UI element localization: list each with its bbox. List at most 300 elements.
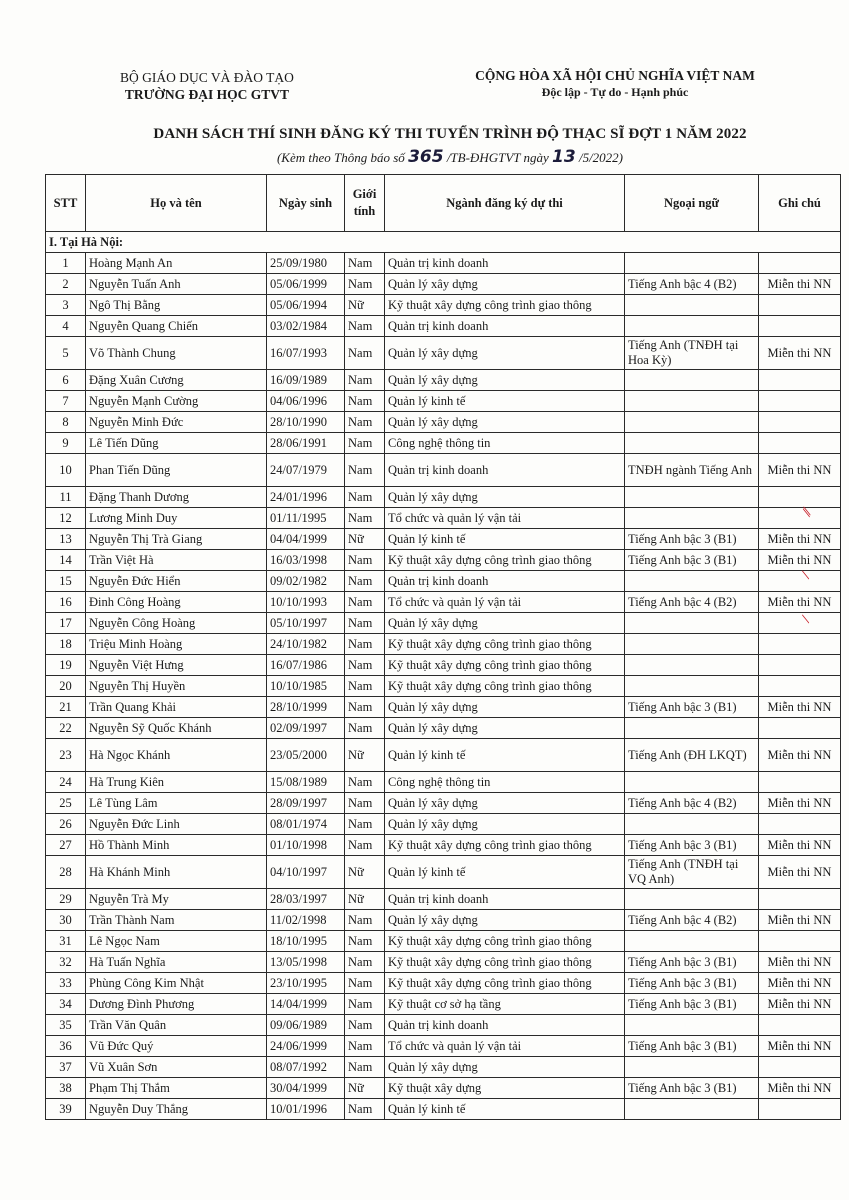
issuer-block	[82, 69, 332, 103]
cell-name: Lê Tiến Dũng	[86, 433, 267, 454]
country-name: CỘNG HÒA XÃ HỘI CHỦ NGHĨA VIỆT NAM	[475, 68, 755, 83]
cell-stt: 21	[46, 697, 86, 718]
cell-name: Hà Tuấn Nghĩa	[86, 952, 267, 973]
cell-gender: Nam	[345, 973, 385, 994]
cell-language: TNĐH ngành Tiếng Anh	[625, 454, 759, 487]
cell-language: Tiếng Anh bậc 3 (B1)	[625, 835, 759, 856]
cell-gender: Nam	[345, 433, 385, 454]
cell-dob: 04/04/1999	[267, 529, 345, 550]
cell-language	[625, 814, 759, 835]
cell-gender: Nam	[345, 391, 385, 412]
cell-language: Tiếng Anh bậc 4 (B2)	[625, 910, 759, 931]
cell-name: Nguyễn Đức Linh	[86, 814, 267, 835]
cell-stt: 13	[46, 529, 86, 550]
cell-name: Nguyễn Công Hoàng	[86, 613, 267, 634]
cell-note	[759, 1057, 841, 1078]
cell-stt: 12	[46, 508, 86, 529]
cell-language: Tiếng Anh bậc 4 (B2)	[625, 274, 759, 295]
cell-language	[625, 370, 759, 391]
cell-gender: Nam	[345, 814, 385, 835]
table-row	[46, 994, 841, 1015]
cell-name: Vũ Xuân Sơn	[86, 1057, 267, 1078]
cell-note	[759, 370, 841, 391]
cell-note	[759, 655, 841, 676]
table-row	[46, 634, 841, 655]
cell-major: Kỹ thuật xây dựng công trình giao thông	[385, 634, 625, 655]
table-row	[46, 739, 841, 772]
cell-name: Trần Quang Khải	[86, 697, 267, 718]
cell-language	[625, 391, 759, 412]
cell-stt: 1	[46, 253, 86, 274]
cell-gender: Nam	[345, 1057, 385, 1078]
cell-stt: 29	[46, 889, 86, 910]
cell-major: Quản lý xây dựng	[385, 337, 625, 370]
table-row	[46, 613, 841, 634]
cell-note	[759, 1099, 841, 1120]
cell-major: Quản trị kinh doanh	[385, 889, 625, 910]
table-row	[46, 1036, 841, 1057]
notice-number: 365	[408, 147, 444, 167]
cell-name: Nguyễn Minh Đức	[86, 412, 267, 433]
cell-language	[625, 718, 759, 739]
cell-major: Quản lý xây dựng	[385, 370, 625, 391]
cell-language: Tiếng Anh bậc 3 (B1)	[625, 1036, 759, 1057]
cell-language	[625, 889, 759, 910]
cell-note	[759, 931, 841, 952]
cell-language: Tiếng Anh bậc 3 (B1)	[625, 1078, 759, 1099]
cell-name: Nguyễn Quang Chiến	[86, 316, 267, 337]
cell-name: Phạm Thị Thắm	[86, 1078, 267, 1099]
cell-gender: Nữ	[345, 1078, 385, 1099]
cell-major: Tổ chức và quản lý vận tải	[385, 508, 625, 529]
cell-gender: Nam	[345, 412, 385, 433]
cell-gender: Nam	[345, 592, 385, 613]
cell-gender: Nam	[345, 772, 385, 793]
cell-gender: Nam	[345, 454, 385, 487]
cell-major: Quản lý xây dựng	[385, 274, 625, 295]
cell-name: Hà Khánh Minh	[86, 856, 267, 889]
cell-name: Lương Minh Duy	[86, 508, 267, 529]
cell-language	[625, 412, 759, 433]
table-row	[46, 952, 841, 973]
cell-stt: 26	[46, 814, 86, 835]
cell-stt: 32	[46, 952, 86, 973]
cell-dob: 24/10/1982	[267, 634, 345, 655]
cell-note	[759, 814, 841, 835]
cell-language	[625, 772, 759, 793]
cell-stt: 18	[46, 634, 86, 655]
cell-gender: Nam	[345, 613, 385, 634]
cell-language: Tiếng Anh bậc 3 (B1)	[625, 697, 759, 718]
cell-dob: 30/04/1999	[267, 1078, 345, 1099]
cell-name: Hồ Thành Minh	[86, 835, 267, 856]
cell-stt: 8	[46, 412, 86, 433]
cell-gender: Nam	[345, 1015, 385, 1036]
cell-major: Kỹ thuật xây dựng công trình giao thông	[385, 835, 625, 856]
cell-gender: Nam	[345, 337, 385, 370]
cell-note: Miễn thi NN	[759, 973, 841, 994]
cell-gender: Nam	[345, 655, 385, 676]
cell-stt: 35	[46, 1015, 86, 1036]
cell-stt: 30	[46, 910, 86, 931]
cell-major: Kỹ thuật cơ sở hạ tầng	[385, 994, 625, 1015]
cell-stt: 3	[46, 295, 86, 316]
table-row	[46, 487, 841, 508]
table-row	[46, 529, 841, 550]
cell-name: Lê Ngọc Nam	[86, 931, 267, 952]
cell-gender: Nam	[345, 634, 385, 655]
cell-note	[759, 412, 841, 433]
cell-language	[625, 433, 759, 454]
cell-note: Miễn thi NN	[759, 739, 841, 772]
subtitle-prefix: (Kèm theo Thông báo số	[276, 150, 405, 165]
table-row	[46, 550, 841, 571]
cell-name: Nguyễn Trà My	[86, 889, 267, 910]
cell-stt: 25	[46, 793, 86, 814]
cell-stt: 9	[46, 433, 86, 454]
table-row	[46, 391, 841, 412]
cell-name: Nguyễn Sỹ Quốc Khánh	[86, 718, 267, 739]
cell-language	[625, 571, 759, 592]
cell-dob: 23/10/1995	[267, 973, 345, 994]
cell-stt: 15	[46, 571, 86, 592]
cell-note	[759, 391, 841, 412]
cell-stt: 22	[46, 718, 86, 739]
cell-dob: 28/10/1999	[267, 697, 345, 718]
cell-note: Miễn thi NN	[759, 994, 841, 1015]
cell-major: Quản lý xây dựng	[385, 412, 625, 433]
cell-name: Võ Thành Chung	[86, 337, 267, 370]
document-title: DANH SÁCH THÍ SINH ĐĂNG KÝ THI TUYỂN TRÌNH ĐỘ THẠC SĨ ĐỢT 1 NĂM 2022	[153, 126, 747, 142]
cell-dob: 04/10/1997	[267, 856, 345, 889]
cell-name: Nguyễn Thị Trà Giang	[86, 529, 267, 550]
cell-major: Công nghệ thông tin	[385, 772, 625, 793]
cell-stt: 37	[46, 1057, 86, 1078]
cell-major: Kỹ thuật xây dựng công trình giao thông	[385, 655, 625, 676]
cell-note	[759, 433, 841, 454]
table-row	[46, 592, 841, 613]
table-row	[46, 316, 841, 337]
cell-dob: 02/09/1997	[267, 718, 345, 739]
cell-note	[759, 1015, 841, 1036]
cell-dob: 28/09/1997	[267, 793, 345, 814]
col-header-stt: STT	[46, 175, 86, 232]
cell-name: Phùng Công Kim Nhật	[86, 973, 267, 994]
cell-stt: 5	[46, 337, 86, 370]
table-row	[46, 931, 841, 952]
table-row	[46, 676, 841, 697]
cell-name: Nguyễn Việt Hưng	[86, 655, 267, 676]
table-row	[46, 856, 841, 889]
cell-major: Công nghệ thông tin	[385, 433, 625, 454]
cell-language	[625, 1015, 759, 1036]
cell-gender: Nam	[345, 571, 385, 592]
cell-major: Kỹ thuật xây dựng công trình giao thông	[385, 973, 625, 994]
cell-language: Tiếng Anh (TNĐH tại VQ Anh)	[625, 856, 759, 889]
table-row	[46, 1015, 841, 1036]
cell-stt: 36	[46, 1036, 86, 1057]
table-row	[46, 910, 841, 931]
cell-major: Quản lý xây dựng	[385, 613, 625, 634]
candidate-table	[45, 174, 841, 1120]
table-row	[46, 814, 841, 835]
cell-name: Đặng Xuân Cương	[86, 370, 267, 391]
cell-language: Tiếng Anh bậc 3 (B1)	[625, 973, 759, 994]
cell-dob: 10/10/1993	[267, 592, 345, 613]
cell-dob: 24/07/1979	[267, 454, 345, 487]
cell-major: Tổ chức và quản lý vận tải	[385, 1036, 625, 1057]
table-row	[46, 370, 841, 391]
cell-major: Kỹ thuật xây dựng	[385, 1078, 625, 1099]
school-name: TRƯỜNG ĐẠI HỌC GTVT	[124, 87, 290, 102]
section-label: I. Tại Hà Nội:	[46, 232, 841, 253]
cell-name: Nguyễn Duy Thắng	[86, 1099, 267, 1120]
cell-language	[625, 1099, 759, 1120]
cell-major: Kỹ thuật xây dựng công trình giao thông	[385, 952, 625, 973]
table-row	[46, 508, 841, 529]
cell-stt: 39	[46, 1099, 86, 1120]
cell-stt: 17	[46, 613, 86, 634]
cell-stt: 11	[46, 487, 86, 508]
col-header-dob: Ngày sinh	[267, 175, 345, 232]
table-row	[46, 718, 841, 739]
cell-gender: Nam	[345, 697, 385, 718]
table-row	[46, 973, 841, 994]
cell-language	[625, 931, 759, 952]
cell-gender: Nam	[345, 1099, 385, 1120]
cell-note: Miễn thi NN	[759, 1036, 841, 1057]
cell-gender: Nam	[345, 550, 385, 571]
cell-language	[625, 676, 759, 697]
cell-note: Miễn thi NN	[759, 856, 841, 889]
cell-dob: 08/01/1974	[267, 814, 345, 835]
cell-stt: 23	[46, 739, 86, 772]
table-row	[46, 454, 841, 487]
cell-name: Hà Trung Kiên	[86, 772, 267, 793]
cell-language	[625, 613, 759, 634]
cell-stt: 38	[46, 1078, 86, 1099]
cell-name: Nguyễn Thị Huyền	[86, 676, 267, 697]
cell-language	[625, 508, 759, 529]
table-row	[46, 697, 841, 718]
cell-stt: 34	[46, 994, 86, 1015]
col-header-gender: Giới tính	[345, 175, 385, 232]
cell-dob: 28/03/1997	[267, 889, 345, 910]
cell-dob: 09/02/1982	[267, 571, 345, 592]
cell-language: Tiếng Anh bậc 3 (B1)	[625, 994, 759, 1015]
cell-dob: 28/10/1990	[267, 412, 345, 433]
cell-gender: Nam	[345, 1036, 385, 1057]
cell-name: Trần Thành Nam	[86, 910, 267, 931]
cell-language: Tiếng Anh (ĐH LKQT)	[625, 739, 759, 772]
cell-major: Kỹ thuật xây dựng công trình giao thông	[385, 295, 625, 316]
cell-note	[759, 316, 841, 337]
cell-dob: 08/07/1992	[267, 1057, 345, 1078]
cell-stt: 7	[46, 391, 86, 412]
notice-day: 13	[552, 147, 576, 167]
cell-dob: 14/04/1999	[267, 994, 345, 1015]
cell-gender: Nữ	[345, 529, 385, 550]
cell-dob: 16/07/1993	[267, 337, 345, 370]
cell-major: Quản lý xây dựng	[385, 697, 625, 718]
cell-name: Nguyễn Mạnh Cường	[86, 391, 267, 412]
cell-dob: 05/10/1997	[267, 613, 345, 634]
cell-language: Tiếng Anh (TNĐH tại Hoa Kỳ)	[625, 337, 759, 370]
cell-gender: Nam	[345, 316, 385, 337]
cell-major: Quản lý kinh tế	[385, 1099, 625, 1120]
cell-note: Miễn thi NN	[759, 274, 841, 295]
cell-note	[759, 676, 841, 697]
red-annotation-mark: ⁄	[799, 571, 813, 579]
cell-language: Tiếng Anh bậc 3 (B1)	[625, 529, 759, 550]
cell-language: Tiếng Anh bậc 4 (B2)	[625, 592, 759, 613]
cell-major: Quản trị kinh doanh	[385, 454, 625, 487]
cell-name: Lê Tùng Lâm	[86, 793, 267, 814]
cell-dob: 16/09/1989	[267, 370, 345, 391]
cell-note	[759, 487, 841, 508]
table-row	[46, 1099, 841, 1120]
table-row	[46, 835, 841, 856]
cell-note	[759, 295, 841, 316]
col-header-note: Ghi chú	[759, 175, 841, 232]
cell-major: Quản lý xây dựng	[385, 718, 625, 739]
table-row	[46, 571, 841, 592]
cell-major: Kỹ thuật xây dựng công trình giao thông	[385, 931, 625, 952]
cell-gender: Nữ	[345, 889, 385, 910]
cell-name: Hoàng Mạnh An	[86, 253, 267, 274]
cell-stt: 33	[46, 973, 86, 994]
cell-gender: Nam	[345, 952, 385, 973]
motto: Độc lập - Tự do - Hạnh phúc	[541, 85, 689, 99]
cell-note: Miễn thi NN	[759, 952, 841, 973]
cell-gender: Nam	[345, 508, 385, 529]
cell-dob: 16/07/1986	[267, 655, 345, 676]
cell-major: Quản lý xây dựng	[385, 910, 625, 931]
subtitle-middle: /TB-ĐHGTVT ngày	[446, 150, 549, 165]
cell-note: Miễn thi NN	[759, 835, 841, 856]
cell-note	[759, 634, 841, 655]
cell-dob: 05/06/1994	[267, 295, 345, 316]
cell-note	[759, 772, 841, 793]
col-header-major: Ngành đăng ký dự thi	[385, 175, 625, 232]
cell-stt: 31	[46, 931, 86, 952]
cell-stt: 14	[46, 550, 86, 571]
cell-dob: 11/02/1998	[267, 910, 345, 931]
table-row	[46, 793, 841, 814]
cell-dob: 10/01/1996	[267, 1099, 345, 1120]
national-header	[430, 67, 800, 101]
cell-dob: 25/09/1980	[267, 253, 345, 274]
cell-dob: 24/01/1996	[267, 487, 345, 508]
cell-dob: 04/06/1996	[267, 391, 345, 412]
col-header-name: Họ và tên	[86, 175, 267, 232]
cell-language: Tiếng Anh bậc 3 (B1)	[625, 952, 759, 973]
cell-language: Tiếng Anh bậc 3 (B1)	[625, 550, 759, 571]
cell-dob: 03/02/1984	[267, 316, 345, 337]
cell-dob: 05/06/1999	[267, 274, 345, 295]
cell-gender: Nữ	[345, 856, 385, 889]
table-row	[46, 433, 841, 454]
cell-dob: 18/10/1995	[267, 931, 345, 952]
cell-dob: 23/05/2000	[267, 739, 345, 772]
cell-gender: Nam	[345, 718, 385, 739]
cell-note: Miễn thi NN	[759, 454, 841, 487]
cell-note: Miễn thi NN	[759, 337, 841, 370]
cell-dob: 01/11/1995	[267, 508, 345, 529]
ministry-name: BỘ GIÁO DỤC VÀ ĐÀO TẠO	[120, 70, 294, 85]
cell-gender: Nam	[345, 370, 385, 391]
table-row	[46, 1057, 841, 1078]
cell-name: Vũ Đức Quý	[86, 1036, 267, 1057]
cell-name: Đinh Công Hoàng	[86, 592, 267, 613]
cell-gender: Nam	[345, 835, 385, 856]
cell-language	[625, 655, 759, 676]
cell-major: Tổ chức và quản lý vận tải	[385, 592, 625, 613]
cell-stt: 19	[46, 655, 86, 676]
cell-major: Quản lý kinh tế	[385, 391, 625, 412]
cell-language	[625, 316, 759, 337]
cell-major: Kỹ thuật xây dựng công trình giao thông	[385, 550, 625, 571]
cell-note: Miễn thi NN	[759, 910, 841, 931]
cell-gender: Nữ	[345, 739, 385, 772]
table-row	[46, 337, 841, 370]
cell-note	[759, 718, 841, 739]
cell-dob: 09/06/1989	[267, 1015, 345, 1036]
cell-gender: Nam	[345, 994, 385, 1015]
cell-dob: 15/08/1989	[267, 772, 345, 793]
document-subtitle	[200, 147, 700, 167]
cell-major: Quản trị kinh doanh	[385, 571, 625, 592]
cell-major: Quản lý kinh tế	[385, 856, 625, 889]
cell-gender: Nam	[345, 676, 385, 697]
cell-note: Miễn thi NN	[759, 793, 841, 814]
cell-major: Quản lý xây dựng	[385, 793, 625, 814]
cell-gender: Nam	[345, 910, 385, 931]
cell-stt: 4	[46, 316, 86, 337]
red-annotation-mark: ⁄	[799, 615, 813, 623]
cell-note: Miễn thi NN	[759, 592, 841, 613]
cell-major: Quản lý xây dựng	[385, 487, 625, 508]
table-row	[46, 655, 841, 676]
cell-note	[759, 253, 841, 274]
cell-major: Kỹ thuật xây dựng công trình giao thông	[385, 676, 625, 697]
cell-stt: 10	[46, 454, 86, 487]
cell-stt: 27	[46, 835, 86, 856]
table-row	[46, 253, 841, 274]
cell-gender: Nam	[345, 487, 385, 508]
cell-gender: Nam	[345, 931, 385, 952]
cell-note	[759, 889, 841, 910]
cell-major: Quản lý kinh tế	[385, 739, 625, 772]
cell-major: Quản trị kinh doanh	[385, 316, 625, 337]
cell-dob: 01/10/1998	[267, 835, 345, 856]
cell-gender: Nam	[345, 793, 385, 814]
cell-language	[625, 634, 759, 655]
cell-language	[625, 1057, 759, 1078]
cell-gender: Nữ	[345, 295, 385, 316]
cell-major: Quản lý kinh tế	[385, 529, 625, 550]
cell-stt: 24	[46, 772, 86, 793]
subtitle-suffix: /5/2022)	[578, 150, 624, 165]
cell-name: Trần Việt Hà	[86, 550, 267, 571]
cell-language: Tiếng Anh bậc 4 (B2)	[625, 793, 759, 814]
section-row	[46, 232, 841, 253]
cell-gender: Nam	[345, 274, 385, 295]
cell-language	[625, 487, 759, 508]
cell-name: Nguyễn Tuấn Anh	[86, 274, 267, 295]
cell-name: Ngô Thị Bằng	[86, 295, 267, 316]
cell-stt: 20	[46, 676, 86, 697]
